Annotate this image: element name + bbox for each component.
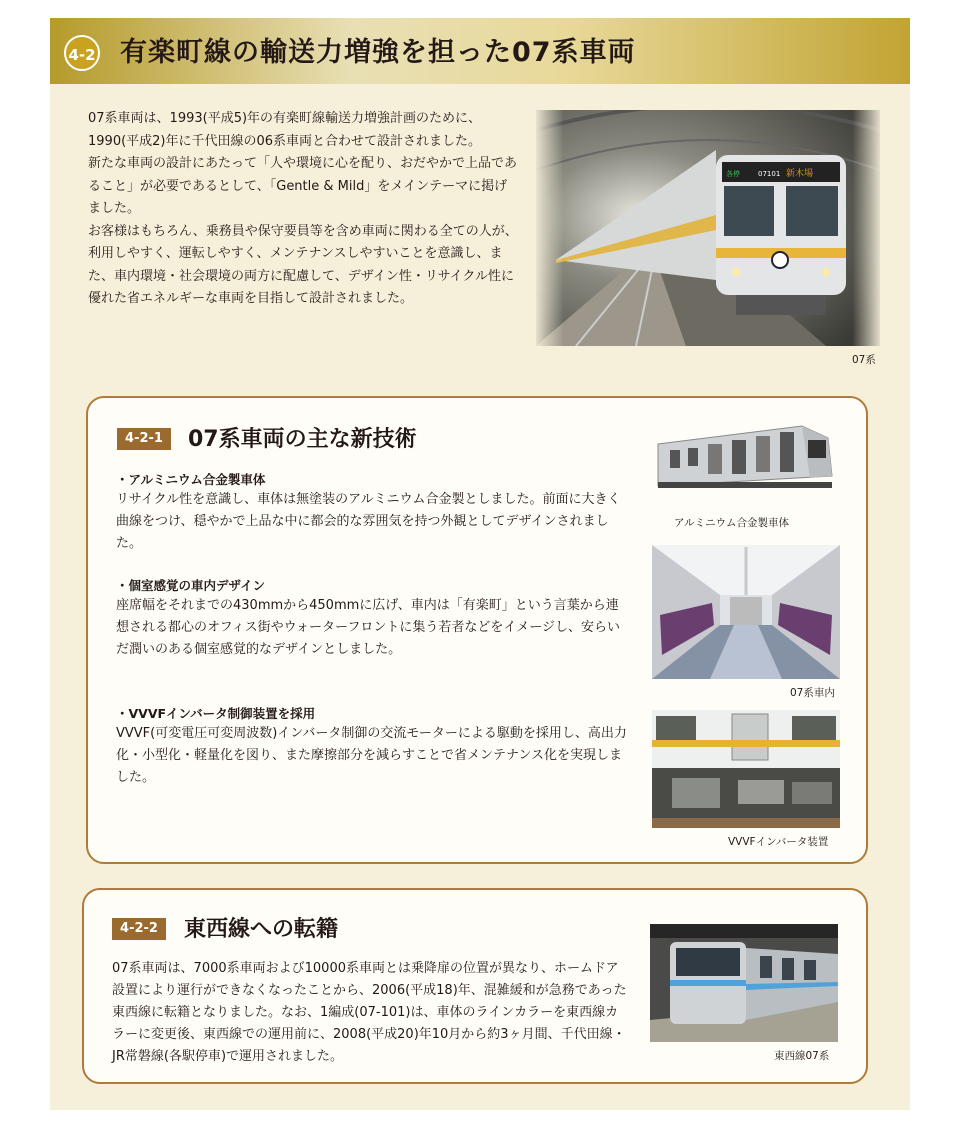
car-interior-photo [652,545,840,679]
page-title: 有楽町線の輸送力増強を担った07系車両 [120,37,636,68]
item-heading: ・アルミニウム合金製車体 [116,472,266,487]
new-technology-box [86,396,868,864]
photo-caption: 07系 [852,354,876,366]
intro-text [88,108,518,311]
intro-paragraph: お客様はもちろん、乗務員や保守要員等を含め車両に関わる全ての人が、利用しやすく、運転しやすく、メンテナンスしやすいことを意識し、また、車内環境・社会環境の両方に配慮して、デザイン性・リサイクル性に優れた省エネルギーな車両を目指して設計されました。 [88,223,518,306]
subsection-title: 東西線への転籍 [184,917,339,942]
section-header [50,18,910,84]
item-heading: ・個室感覚の車内デザイン [116,578,266,593]
page [50,18,910,1110]
intro-paragraph: 07系車両は、1993(平成5)年の有楽町線輸送力増強計画のために、1990(平成2)年に千代田線の06系車両と合わせて設計されました。 [88,111,482,149]
train-07-tunnel-photo [536,110,880,346]
photo-caption: 東西線07系 [774,1050,830,1062]
item-body: 座席幅をそれまでの430mmから450mmに広げ、車内は「有楽町」という言葉から連想される都心のオフィス街やウォーターフロントに集う若者などをイメージし、安らいだ潤いのある個室感覚的なデザインとしました。 [116,598,621,657]
photo-caption: 07系車内 [790,687,835,699]
aluminum-car-photo [652,416,838,498]
photo-caption: VVVFインバータ装置 [728,836,829,848]
intro-paragraph: 新たな車両の設計にあたって「人や環境に心を配り、おだやかで上品であること」が必要であるとして、「Gentle & Mild」をメインテーマに掲げました。 [88,156,518,216]
subsection-badge: 4-2-2 [112,918,166,940]
subsection-title: 07系車両の主な新技術 [188,427,417,452]
item-body: VVVF(可変電圧可変周波数)インバータ制御の交流モーターによる駆動を採用し、高出力化・小型化・軽量化を図り、また摩擦部分を減らすことで省メンテナンス化を実現しました。 [116,726,627,785]
vvvf-inverter-photo [652,710,840,828]
tozai-transfer-box [82,888,868,1084]
photo-caption: アルミニウム合金製車体 [674,517,789,529]
item-body: リサイクル性を意識し、車体は無塗装のアルミニウム合金製としました。前面に大きく曲線をつけ、穏やかで上品な中に都会的な雰囲気を持つ外観としてデザインされました。 [116,492,621,551]
tozai-07-photo [650,924,838,1042]
item-heading: ・VVVFインバータ制御装置を採用 [116,706,316,721]
subsection-badge: 4-2-1 [117,428,171,450]
section-number-badge: 4-2 [64,35,100,71]
section-body: 07系車両は、7000系車両および10000系車両とは乗降扉の位置が異なり、ホームドア設置により運行ができなくなったことから、2006(平成18)年、混雑緩和が急務であった東西線に転籍となりました。なお、1編成(07-101)は、車体のラインカラーを東西線カラーに変更後、東西線での運用前に、2008(平成20)年10月から約3ヶ月間、千代田線・JR常磐線(各駅停車)で運用されました。 [112,961,627,1064]
